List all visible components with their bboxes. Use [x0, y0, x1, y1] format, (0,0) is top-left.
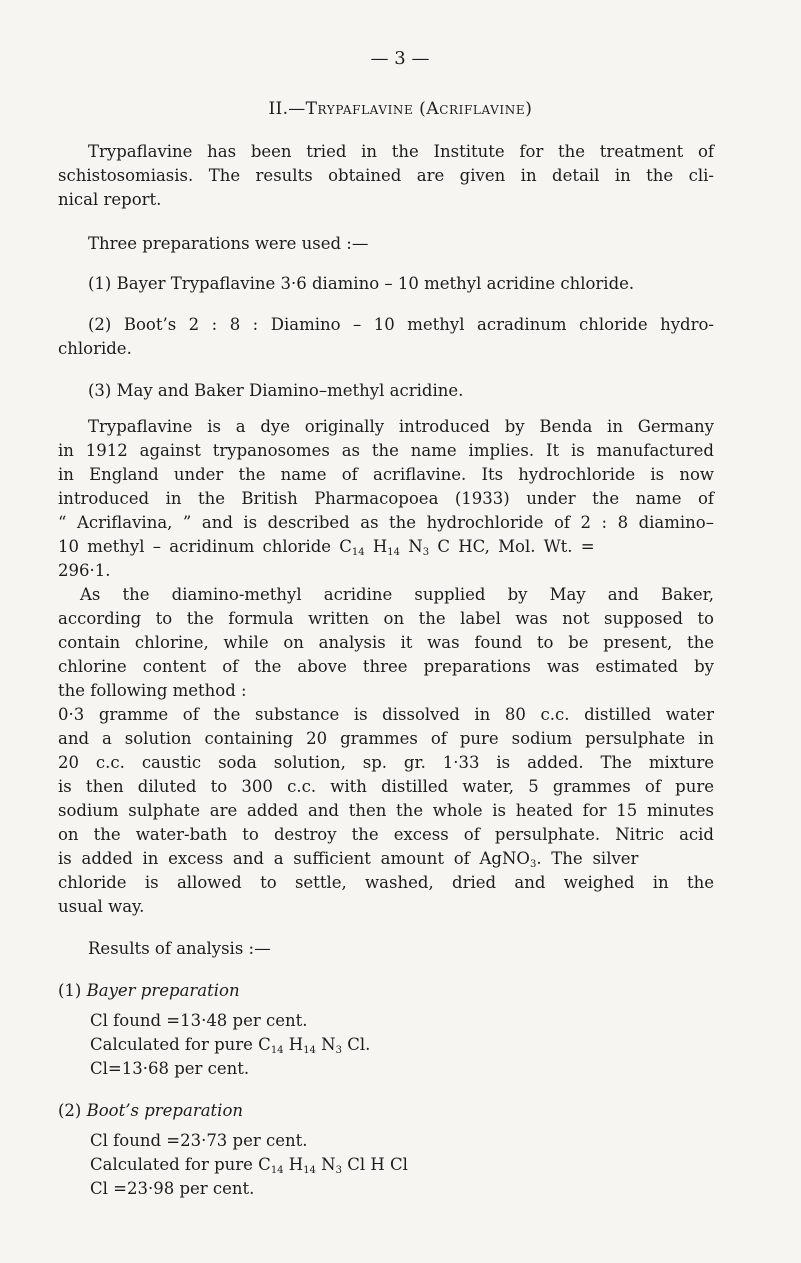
para4-line-3: 20 c.c. caustic soda solution, sp. gr. 1·33 is added. The mixture: [58, 753, 714, 772]
results-intro: Results of analysis :—: [88, 939, 271, 958]
para3-line-5: the following method :: [58, 681, 247, 700]
result-1-calculated: Calculated for pure $C_{14}$ $H_{14}$ $N_3$ Cl.: [90, 1035, 371, 1056]
heading-title: Trypaflavine: [305, 99, 414, 119]
para4-line-2: and a solution containing 20 grammes of pure sodium persulphate in: [58, 729, 714, 748]
para3-line-2: according to the formula written on the label was not supposed to: [58, 609, 714, 628]
preparations-intro: Three preparations were used :—: [88, 234, 369, 253]
heading-paren: (Acriflavine): [419, 99, 533, 119]
para2-line-7: 296·1.: [58, 561, 111, 580]
preparation-2-line-1: (2) Boot’s 2 : 8 : Diamino – 10 methyl acradinum chloride hydro-: [88, 315, 714, 334]
result-1-title: Bayer preparation: [86, 981, 240, 1000]
result-2-cl-calculated: Cl =23·98 per cent.: [90, 1179, 255, 1198]
para4-line-1: 0·3 gramme of the substance is dissolved in 80 c.c. distilled water: [58, 705, 714, 724]
para3-line-3: contain chlorine, while on analysis it was found to be present, the: [58, 633, 714, 652]
page-number: — 3 —: [370, 48, 430, 69]
para2-line-4: introduced in the British Pharmacopoea (1933) under the name of: [58, 489, 714, 508]
para4-line-4: is then diluted to 300 c.c. with distilled water, 5 grammes of pure: [58, 777, 714, 796]
para2-line-2: in 1912 against trypanosomes as the name implies. It is manufactured: [58, 441, 714, 460]
para4-line-6: on the water-bath to destroy the excess of persulphate. Nitric acid: [58, 825, 714, 844]
para4-line-7: is added in excess and a sufficient amount of AgNO$_3$. The silver: [58, 849, 639, 870]
intro-line-1: Trypaflavine has been tried in the Institute for the treatment of: [88, 142, 714, 161]
result-1-cl-found: Cl found =13·48 per cent.: [90, 1011, 308, 1030]
intro-line-3: nical report.: [58, 190, 162, 209]
para4-line-5: sodium sulphate are added and then the whole is heated for 15 minutes: [58, 801, 714, 820]
para3-line-1: As the diamino-methyl acridine supplied by May and Baker,: [80, 585, 714, 604]
result-2-title: Boot’s preparation: [86, 1101, 244, 1120]
para2-line-6: 10 methyl – acridinum chloride $C_{14}$ $H_{14}$ $N_3$ C HC, Mol. Wt. =: [58, 537, 595, 558]
para2-line-1: Trypaflavine is a dye originally introduced by Benda in Germany: [88, 417, 714, 436]
section-heading: [0, 98, 801, 120]
preparation-3: (3) May and Baker Diamino–methyl acridine.: [88, 381, 464, 400]
result-1-cl-calculated: Cl=13·68 per cent.: [90, 1059, 250, 1078]
para4-line-8: chloride is allowed to settle, washed, dried and weighed in the: [58, 873, 714, 892]
result-2-header: (2) Boot’s preparation: [58, 1101, 244, 1120]
para3-line-4: chlorine content of the above three preparations was estimated by: [58, 657, 714, 676]
result-1-header: (1) Bayer preparation: [58, 981, 240, 1000]
para4-line-9: usual way.: [58, 897, 145, 916]
intro-line-2: schistosomiasis. The results obtained are given in detail in the cli-: [58, 166, 714, 185]
result-2-calculated: Calculated for pure $C_{14}$ $H_{14}$ $N_3$ Cl H Cl: [90, 1155, 408, 1176]
heading-prefix: II.—: [268, 99, 306, 119]
preparation-2-line-2: chloride.: [58, 339, 132, 358]
result-2-cl-found: Cl found =23·73 per cent.: [90, 1131, 308, 1150]
preparation-1: (1) Bayer Trypaflavine 3·6 diamino – 10 methyl acridine chloride.: [88, 274, 635, 293]
para2-line-5: “ Acriflavina, ” and is described as the hydrochloride of 2 : 8 diamino–: [58, 513, 714, 532]
para2-line-3: in England under the name of acriflavine. Its hydrochloride is now: [58, 465, 714, 484]
